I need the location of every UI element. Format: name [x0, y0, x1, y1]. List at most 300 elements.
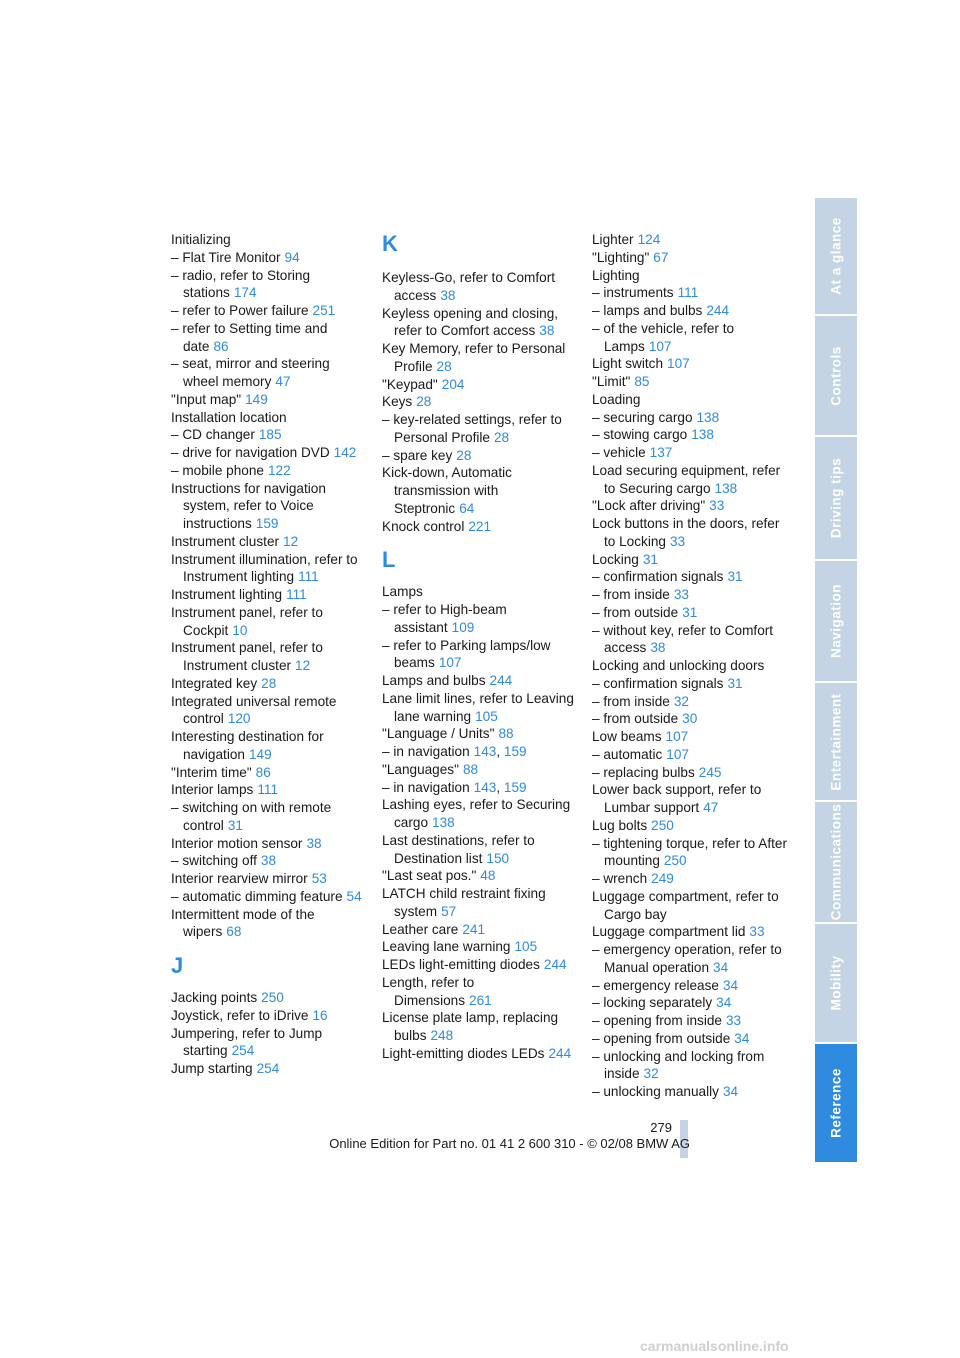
index-entry-text: Instrument panel, refer to Cockpit	[171, 604, 323, 638]
page-reference-link[interactable]: 105	[475, 708, 498, 724]
page-reference-link[interactable]: 244	[706, 303, 730, 318]
page-reference-link[interactable]: 111	[298, 569, 319, 585]
index-entry-text: Jumpering, refer to Jump starting	[171, 1025, 323, 1059]
footer-text: Online Edition for Part no. 01 41 2 600 310 - © 02/08 BMW AG	[329, 1136, 690, 1151]
tab-label: Driving tips	[828, 457, 844, 539]
page-reference-link[interactable]: 107	[666, 746, 689, 762]
index-entry	[382, 921, 574, 939]
index-entry	[171, 320, 363, 356]
tab-label: Entertainment	[828, 692, 844, 791]
index-entry	[171, 409, 363, 427]
index-entry	[171, 799, 363, 835]
index-entry-text: Luggage compartment lid	[592, 924, 746, 940]
index-entry-text: Joystick, refer to iDrive	[171, 1007, 309, 1023]
page-reference-link[interactable]: 138	[432, 815, 455, 830]
index-entry-text: Load securing equipment, refer to Securing cargo	[592, 462, 781, 496]
index-entry-text: "Language / Units"	[382, 726, 495, 742]
index-letter-j: J	[171, 953, 184, 978]
page-reference-link[interactable]: 10	[232, 622, 248, 638]
index-entry-text: – refer to Parking lamps/low beams	[382, 637, 551, 671]
index-entry	[171, 852, 363, 870]
page-reference-link[interactable]: 122	[267, 462, 291, 478]
index-entry-text: – tightening torque, refer to After mounting	[592, 835, 787, 869]
index-entry	[382, 1009, 574, 1045]
index-entry-text: – opening from inside	[592, 1013, 722, 1028]
page-reference-link[interactable]: 248	[430, 1028, 454, 1043]
page-reference-link[interactable]: 34	[722, 1084, 739, 1099]
index-entry	[592, 1048, 788, 1084]
index-entry	[592, 994, 788, 1012]
index-entry-text: Interior rearview mirror	[171, 871, 308, 886]
page-reference-link[interactable]: 107	[648, 338, 672, 354]
page-reference-link[interactable]: 204	[441, 376, 465, 392]
index-entry-text: Low beams	[592, 729, 662, 744]
index-entry	[382, 885, 574, 921]
index-entry-text: – securing cargo	[592, 409, 693, 425]
page-reference-link[interactable]: 31	[227, 817, 243, 833]
page-reference-link[interactable]: 120	[227, 711, 251, 727]
index-entry	[171, 231, 363, 249]
index-entry-text: – switching on with remote control	[171, 800, 332, 833]
index-entry-text: "Lock after driving"	[592, 498, 706, 514]
page-reference-link[interactable]: 254	[256, 1061, 280, 1076]
index-entry	[592, 888, 788, 924]
index-entry	[382, 411, 574, 447]
index-entry-text: "Interim time"	[171, 764, 252, 780]
index-entry-text: Loading	[592, 391, 641, 407]
page-reference-link[interactable]: 38	[650, 640, 666, 656]
index-entry-text: – unlocking and locking from inside	[592, 1048, 765, 1082]
index-entry	[592, 409, 788, 427]
page-reference-link[interactable]: 244	[548, 1045, 572, 1061]
index-entry-text: Lug bolts	[592, 817, 648, 833]
index-entry-text: Jump starting	[171, 1061, 253, 1076]
index-entry	[171, 391, 363, 409]
index-entry-text: – from inside	[592, 587, 670, 602]
index-entry	[592, 302, 788, 320]
page-reference-link[interactable]: 57	[441, 903, 457, 919]
page-reference-link[interactable]: 105	[514, 939, 538, 955]
page-reference-link[interactable]: 261	[469, 992, 492, 1008]
tab-label: Navigation	[828, 583, 844, 659]
page-reference-link[interactable]: 86	[255, 764, 271, 780]
index-entry	[171, 302, 363, 320]
index-entry-text: Light-emitting diodes LEDs	[382, 1045, 545, 1061]
page-reference-link[interactable]: 34	[716, 995, 732, 1011]
index-entry-text: – stowing cargo	[592, 427, 688, 443]
index-entry	[382, 938, 574, 956]
index-entry	[382, 447, 574, 465]
section-tabs	[815, 198, 857, 1164]
index-entry	[171, 533, 363, 551]
index-entry-text: – vehicle	[592, 445, 646, 460]
page-reference-link[interactable]: 142	[333, 445, 357, 460]
index-entry-text: – instruments	[592, 285, 674, 301]
index-entry	[171, 267, 363, 303]
page-reference-link[interactable]: 244	[489, 673, 513, 688]
index-entry-text: – in navigation	[382, 744, 470, 759]
tab-label: Mobility	[828, 955, 844, 1011]
index-entry	[592, 249, 788, 267]
page-reference-link[interactable]: 28	[436, 358, 452, 374]
page-reference-link[interactable]: 28	[456, 447, 472, 463]
index-entry	[592, 320, 788, 356]
index-entry	[171, 870, 363, 888]
page-reference-link[interactable]: 32	[673, 693, 689, 709]
index-entry-text: – Flat Tire Monitor	[171, 249, 281, 265]
tab-label: At a glance	[828, 217, 844, 295]
tab-communications[interactable]	[815, 802, 857, 922]
page-reference-link[interactable]: 111	[257, 782, 279, 798]
page-reference-link[interactable]: 47	[275, 374, 291, 389]
page-reference-link[interactable]: 244	[543, 957, 567, 972]
page-reference-link[interactable]: 254	[231, 1043, 255, 1059]
index-entry	[171, 888, 363, 906]
tab-at-a-glance[interactable]	[815, 198, 857, 314]
page-reference-link[interactable]: 149	[248, 746, 272, 762]
index-entry	[171, 764, 363, 782]
index-entry-text: Light switch	[592, 356, 664, 372]
index-entry-text: – replacing bulbs	[592, 764, 695, 780]
page-reference-link[interactable]: 33	[709, 498, 725, 514]
page-reference-link[interactable]: 33	[725, 1013, 742, 1028]
index-entry	[592, 515, 788, 551]
index-entry	[382, 376, 574, 394]
tab-mobility[interactable]	[815, 924, 857, 1042]
page-reference-link[interactable]: 138	[691, 427, 714, 443]
index-entry	[171, 604, 363, 640]
index-entry	[592, 693, 788, 711]
index-entry-text: Lane limit lines, refer to Leaving lane warning	[382, 690, 574, 724]
page-reference-link[interactable]: 251	[312, 303, 336, 318]
page-reference-link[interactable]: 250	[651, 817, 674, 833]
index-entry	[592, 426, 788, 444]
page-reference-link[interactable]: 30	[682, 711, 698, 727]
page-reference-link[interactable]: 185	[258, 427, 282, 443]
page-reference-link[interactable]: 32	[643, 1066, 659, 1082]
index-entry-text: Locking and unlocking doors	[592, 658, 765, 673]
index-entry	[171, 1025, 363, 1061]
index-entry	[382, 832, 574, 868]
page-reference-link[interactable]: 64	[459, 500, 475, 516]
index-entry-text: License plate lamp, replacing bulbs	[382, 1010, 559, 1043]
page-reference-link[interactable]: 221	[468, 518, 492, 534]
index-entry-text: – CD changer	[171, 427, 255, 443]
tab-controls[interactable]	[815, 316, 857, 435]
index-entry-text: – refer to Power failure	[171, 303, 309, 318]
index-entry	[592, 728, 788, 746]
index-entry	[592, 835, 788, 871]
page-reference-link[interactable]: 38	[306, 835, 322, 851]
page-reference-link[interactable]: 107	[665, 729, 689, 744]
page-reference-link[interactable]: 88	[462, 761, 479, 777]
index-entry	[382, 690, 574, 726]
index-entry-text: – seat, mirror and steering wheel memory	[171, 356, 330, 389]
page-reference-link[interactable]: 34	[734, 1030, 750, 1046]
index-entry-text: – switching off	[171, 853, 257, 869]
index-entry	[592, 444, 788, 462]
page-reference-link[interactable]: 48	[480, 868, 496, 884]
index-entry	[592, 284, 788, 302]
index-entry-text: "Keypad"	[382, 376, 438, 392]
index-entry	[171, 586, 363, 604]
page-reference-link[interactable]: 67	[653, 249, 669, 265]
index-entry-text: – from outside	[592, 711, 679, 727]
page-reference-link[interactable]: 111	[286, 587, 307, 602]
index-entry	[171, 835, 363, 853]
index-entry	[382, 393, 574, 411]
index-entry-text: Initializing	[171, 232, 231, 247]
tab-entertainment[interactable]	[815, 683, 857, 800]
index-entry-text: Integrated key	[171, 675, 258, 691]
index-entry	[171, 906, 363, 942]
index-entry	[592, 355, 788, 373]
index-entry-text: LEDs light-emitting diodes	[382, 957, 540, 972]
index-entry-text: Instructions for navigation system, refer to Voice instructions	[171, 480, 326, 531]
index-entry-text: "Limit"	[592, 374, 631, 389]
tab-label: Communications	[828, 803, 844, 921]
index-entry-text: – wrench	[592, 871, 648, 886]
page-reference-link[interactable]: 174	[233, 285, 257, 301]
index-entry	[171, 639, 363, 675]
page-reference-link[interactable]: 31	[727, 675, 743, 691]
index-entry-text: – confirmation signals	[592, 569, 724, 585]
index-entry	[382, 725, 574, 743]
index-entry-text: – unlocking manually	[592, 1084, 719, 1099]
tab-label: Reference	[828, 1068, 844, 1138]
index-entry	[592, 267, 788, 285]
index-entry	[171, 989, 363, 1007]
index-entry-text: Keyless-Go, refer to Comfort access	[382, 270, 555, 303]
index-entry	[592, 746, 788, 764]
index-column-3	[592, 231, 788, 1101]
index-entry	[382, 305, 574, 341]
index-entry	[382, 867, 574, 885]
index-entry	[592, 568, 788, 586]
page-reference-link[interactable]: 68	[226, 924, 242, 940]
index-entry	[592, 586, 788, 604]
index-entry-text: – without key, refer to Comfort access	[592, 622, 774, 656]
index-entry-text: "Lighting"	[592, 249, 650, 265]
index-entry	[592, 781, 788, 817]
page-reference-link[interactable]: 38	[440, 287, 456, 303]
page-reference-link[interactable]: 28	[493, 429, 510, 445]
page-reference-link[interactable]: 249	[651, 871, 674, 886]
index-entry-text: Leather care	[382, 921, 459, 937]
index-entry	[592, 373, 788, 391]
index-entry-text: LATCH child restraint fixing system	[382, 886, 546, 919]
page-reference-link[interactable]: 159	[503, 779, 527, 795]
index-entry	[382, 601, 574, 637]
index-entry	[171, 728, 363, 764]
page-reference-link[interactable]: 159	[255, 516, 279, 531]
index-entry-text: Luggage compartment, refer to Cargo bay	[592, 888, 779, 922]
index-entry	[171, 1007, 363, 1025]
page-reference-link[interactable]: 31	[682, 604, 698, 620]
page-reference-link[interactable]: 250	[261, 990, 284, 1005]
index-entry	[382, 796, 574, 832]
index-entry-text: Keys	[382, 394, 413, 410]
index-entry	[171, 480, 363, 533]
page-reference-link[interactable]: 107	[667, 356, 690, 372]
index-entry-text: Knock control	[382, 518, 465, 534]
index-entry-text: "Languages"	[382, 761, 459, 777]
page-reference-link[interactable]: 149	[245, 391, 268, 407]
index-entry	[592, 551, 788, 569]
watermark: carmanualsonline.info	[640, 1338, 789, 1354]
index-entry	[171, 1060, 363, 1078]
index-entry	[382, 956, 574, 974]
page-reference-link[interactable]: 109	[451, 619, 475, 635]
index-entry	[592, 1030, 788, 1048]
index-entry	[592, 622, 788, 658]
page-reference-link[interactable]: 33	[673, 587, 689, 602]
index-entry	[171, 462, 363, 480]
index-entry	[592, 462, 788, 498]
index-entry-text: Intermittent mode of the wipers	[171, 906, 315, 940]
index-entry	[382, 974, 574, 1010]
page-reference-link[interactable]: 34	[713, 959, 729, 975]
index-entry	[171, 444, 363, 462]
index-entry-text: – confirmation signals	[592, 675, 724, 691]
index-entry-text: Lighting	[592, 267, 640, 283]
page-reference-link[interactable]: 241	[462, 921, 486, 937]
index-entry-text: Lighter	[592, 232, 634, 247]
index-entry-text: – automatic	[592, 746, 663, 762]
index-entry-text: – emergency release	[592, 977, 719, 993]
index-entry	[171, 355, 363, 391]
index-entry-text: Jacking points	[171, 990, 258, 1005]
index-entry-text: Lock buttons in the doors, refer to Locking	[592, 516, 780, 549]
index-letter-l: L	[382, 547, 396, 573]
page-reference-link[interactable]: 38	[260, 853, 277, 869]
index-entry-text: Interesting destination for navigation	[171, 729, 324, 762]
index-entry-text: Kick-down, Automatic transmission with Steptronic	[382, 465, 512, 516]
index-letter-k: K	[382, 231, 398, 256]
page-reference-link[interactable]: 137	[649, 445, 673, 460]
index-entry-text: "Input map"	[171, 391, 242, 407]
page-reference-link[interactable]: 12	[283, 533, 299, 549]
index-entry-text: Instrument lighting	[171, 587, 283, 602]
index-column-2	[382, 231, 574, 1063]
index-entry	[382, 269, 574, 305]
index-entry-text: – from outside	[592, 604, 679, 620]
index-entry	[592, 710, 788, 728]
page-reference-link[interactable]: 54	[346, 888, 362, 904]
index-entry	[592, 604, 788, 622]
page-reference-link[interactable]: 94	[284, 249, 300, 265]
index-entry-text: Integrated universal remote control	[171, 693, 337, 727]
page-number: 279	[650, 1120, 672, 1135]
index-entry	[592, 1012, 788, 1030]
index-entry	[592, 764, 788, 782]
index-entry	[382, 672, 574, 690]
page-reference-link[interactable]: 33	[669, 533, 686, 549]
index-entry-text: – mobile phone	[171, 462, 264, 478]
index-entry	[171, 693, 363, 729]
index-entry	[592, 391, 788, 409]
index-entry-text: Last destinations, refer to Destination list	[382, 832, 535, 866]
index-entry-text: – automatic dimming feature	[171, 888, 343, 904]
index-entry	[171, 781, 363, 799]
index-entry	[382, 518, 574, 536]
page-reference-link[interactable]: 124	[637, 232, 661, 247]
index-entry-text: "Last seat pos."	[382, 868, 477, 884]
page-reference-link[interactable]: 38	[539, 323, 555, 339]
page-reference-link[interactable]: 107	[438, 655, 462, 671]
index-entry	[171, 426, 363, 444]
index-entry	[382, 583, 574, 601]
index-entry	[592, 817, 788, 835]
page-reference-link[interactable]: 86	[213, 338, 229, 354]
page-reference-link[interactable]: 53	[311, 871, 327, 886]
index-entry-text: Installation location	[171, 409, 287, 425]
index-entry-text: Lashing eyes, refer to Securing cargo	[382, 797, 571, 830]
index-entry-text: Lamps and bulbs	[382, 673, 486, 688]
index-entry-text: Lower back support, refer to Lumbar support	[592, 782, 762, 815]
page-reference-link[interactable]: 159	[503, 744, 527, 759]
index-entry: – in navigation 143, 159	[382, 779, 527, 795]
page-reference-link[interactable]: 143	[473, 779, 497, 795]
page-reference-link[interactable]: 150	[486, 850, 510, 866]
page-reference-link[interactable]: 28	[416, 394, 432, 410]
index-entry-text: – radio, refer to Storing stations	[171, 267, 311, 301]
page-reference-link[interactable]: 31	[642, 551, 658, 567]
page-reference-link[interactable]: 28	[261, 675, 277, 691]
page-reference-link[interactable]: 31	[727, 569, 743, 585]
index-entry-text: Instrument illumination, refer to Instrument lighting	[171, 551, 358, 585]
index-entry-text: Instrument cluster	[171, 533, 280, 549]
page-reference-link[interactable]: 12	[295, 658, 311, 673]
index-entry	[382, 464, 574, 517]
page-reference-link[interactable]: 111	[677, 285, 699, 301]
index-entry	[382, 637, 574, 673]
page-reference-link[interactable]: 85	[634, 374, 650, 389]
tab-navigation[interactable]	[815, 561, 857, 681]
page-reference-link[interactable]: 138	[714, 480, 738, 496]
index-entry-text: Key Memory, refer to Personal Profile	[382, 341, 566, 374]
page-reference-link[interactable]: 88	[498, 726, 514, 742]
tab-reference[interactable]	[815, 1044, 857, 1162]
index-entry-text: – drive for navigation DVD	[171, 445, 330, 460]
index-entry	[382, 340, 574, 376]
index-entry	[592, 923, 788, 941]
index-entry	[592, 941, 788, 977]
index-entry-text: – key-related settings, refer to Personal Profile	[382, 412, 562, 445]
page-reference-link[interactable]: 33	[749, 924, 765, 940]
index-entry-text: – emergency operation, refer to Manual operation	[592, 942, 782, 975]
page-reference-link[interactable]: 47	[703, 800, 719, 815]
index-entry-text: – refer to High-beam assistant	[382, 602, 507, 635]
index-entry-text: Instrument panel, refer to Instrument cluster	[171, 640, 323, 673]
index-entry	[592, 977, 788, 995]
page-reference-link[interactable]: 250	[663, 853, 687, 869]
index-entry-text: Length, refer to Dimensions	[382, 974, 475, 1008]
index-column-1	[171, 231, 363, 1078]
tab-driving-tips[interactable]	[815, 437, 857, 559]
page-reference-link[interactable]: 16	[312, 1007, 328, 1023]
index-entry-text: Leaving lane warning	[382, 939, 511, 955]
index-entry-text: Interior lamps	[171, 782, 254, 798]
page-reference-link[interactable]: 245	[698, 764, 722, 780]
index-entry-text: – spare key	[382, 447, 453, 463]
page-reference-link[interactable]: 143	[473, 744, 497, 759]
index-entry-text: – locking separately	[592, 995, 713, 1011]
index-entry	[592, 497, 788, 515]
index-entry-text: – from inside	[592, 693, 670, 709]
page-reference-link[interactable]: 138	[696, 409, 720, 425]
page-reference-link[interactable]: 34	[722, 977, 739, 993]
